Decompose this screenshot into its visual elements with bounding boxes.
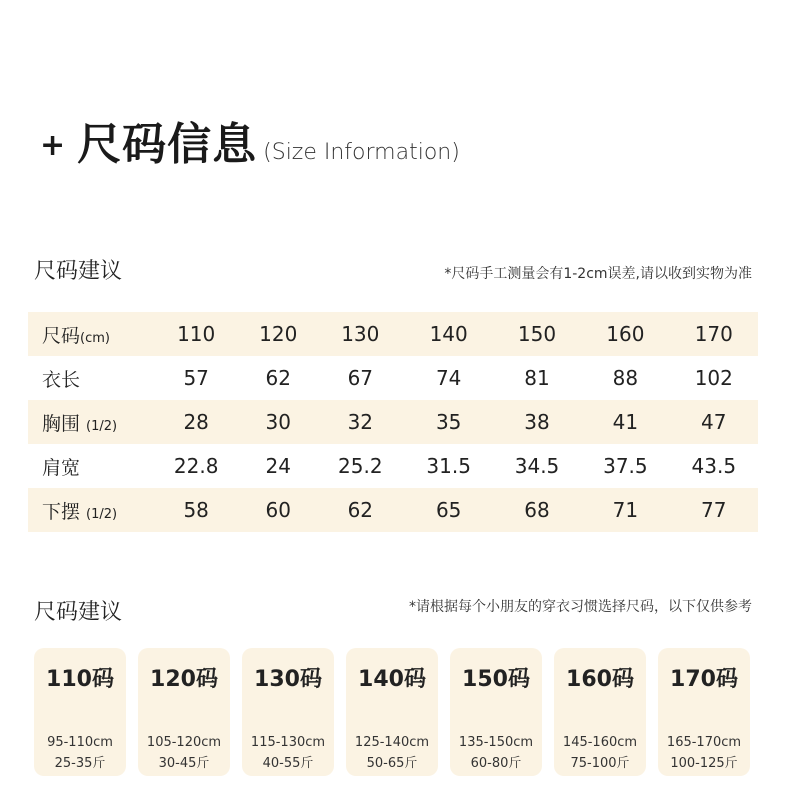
size-card-height: 95-110cm: [47, 735, 113, 750]
size-card-label: 120码: [150, 667, 218, 692]
table-cell: 67: [347, 366, 374, 390]
size-card[interactable]: [34, 648, 126, 776]
size-card[interactable]: [346, 648, 438, 776]
table-cell: 34.5: [514, 454, 560, 478]
table-cell: 41: [581, 400, 669, 444]
table-cell: 37.5: [603, 454, 648, 478]
section-title-chart: 尺码建议: [34, 259, 123, 284]
table-cell: 130: [316, 312, 404, 356]
table-cell: 110: [152, 312, 240, 356]
table-cell: 68: [493, 488, 581, 532]
size-card-weight: 25-35斤: [54, 756, 106, 771]
table-cell: 65: [404, 488, 492, 532]
plus-icon: +: [40, 128, 66, 163]
row-label-text: 尺码: [42, 324, 81, 347]
size-card-label: 150码: [462, 667, 530, 692]
table-row: [28, 488, 758, 532]
page-header: [40, 108, 460, 170]
table-cell: 160: [581, 312, 669, 356]
size-card[interactable]: [242, 648, 334, 776]
size-card-label: 130码: [254, 667, 322, 692]
size-card-height: 145-160cm: [562, 735, 638, 750]
page-subtitle: (Size Information): [263, 140, 460, 165]
size-card-weight: 40-55斤: [262, 756, 314, 771]
table-cell: 30: [240, 400, 316, 444]
row-label: [28, 488, 152, 532]
table-row: [28, 356, 758, 400]
row-label-text: 下摆: [42, 500, 81, 523]
size-card-weight: 100-125斤: [670, 756, 738, 771]
table-cell: 60: [240, 488, 316, 532]
table-row: [28, 400, 758, 444]
table-cell: 24: [265, 454, 291, 478]
size-card-height: 125-140cm: [354, 735, 430, 750]
table-cell: 170: [670, 312, 758, 356]
size-card-weight: 60-80斤: [470, 756, 522, 771]
size-card-height: 105-120cm: [146, 735, 222, 750]
table-cell: 150: [493, 312, 581, 356]
row-label-text: 肩宽: [42, 456, 81, 479]
measurement-note: *尺码手工测量会有1-2cm误差,请以收到实物为准: [444, 266, 752, 282]
table-cell: 62: [316, 488, 404, 532]
table-row: [28, 312, 758, 356]
table-cell: 58: [152, 488, 240, 532]
table-cell: 22.8: [173, 454, 219, 478]
table-cell: 31.5: [426, 454, 471, 478]
size-card-label: 170码: [670, 667, 738, 692]
table-cell: 120: [240, 312, 316, 356]
size-card[interactable]: [138, 648, 230, 776]
size-card-weight: 30-45斤: [158, 756, 210, 771]
row-label: [28, 312, 152, 356]
size-card-weight: 75-100斤: [570, 756, 630, 771]
row-label-text: 胸围: [42, 412, 81, 435]
table-cell: 28: [152, 400, 240, 444]
size-card-height: 135-150cm: [458, 735, 534, 750]
table-cell: 47: [670, 400, 758, 444]
size-card[interactable]: [554, 648, 646, 776]
table-cell: 35: [404, 400, 492, 444]
row-label-unit: (1/2): [86, 418, 118, 434]
table-cell: 88: [612, 366, 639, 390]
row-label-text: 衣长: [42, 368, 81, 391]
size-card-height: 115-130cm: [250, 735, 326, 750]
table-cell: 140: [404, 312, 492, 356]
size-cards: [34, 648, 750, 776]
table-cell: 62: [265, 366, 291, 390]
table-cell: 32: [316, 400, 404, 444]
table-cell: 77: [670, 488, 758, 532]
table-row: [28, 444, 758, 488]
section-title-recommend: 尺码建议: [34, 600, 123, 625]
size-card[interactable]: [658, 648, 750, 776]
recommend-note: *请根据每个小朋友的穿衣习惯选择尺码，以下仅供参考: [409, 599, 752, 615]
table-cell: 38: [493, 400, 581, 444]
row-label-unit: (cm): [80, 330, 110, 346]
size-card-label: 110码: [46, 667, 114, 692]
size-card-weight: 50-65斤: [366, 756, 418, 771]
page-title: 尺码信息: [77, 119, 258, 170]
size-table: [28, 312, 758, 532]
table-cell: 25.2: [338, 454, 383, 478]
table-cell: 74: [435, 366, 462, 390]
row-label: [28, 400, 152, 444]
table-cell: 43.5: [691, 454, 737, 478]
size-card[interactable]: [450, 648, 542, 776]
size-card-label: 140码: [358, 667, 426, 692]
row-label-unit: (1/2): [86, 506, 118, 522]
table-cell: 71: [581, 488, 669, 532]
row-label: [28, 356, 152, 400]
size-card-label: 160码: [566, 667, 634, 692]
row-label: [28, 444, 152, 488]
table-cell: 102: [694, 366, 733, 390]
size-card-height: 165-170cm: [666, 735, 742, 750]
table-cell: 81: [524, 366, 550, 390]
table-cell: 57: [183, 366, 209, 390]
